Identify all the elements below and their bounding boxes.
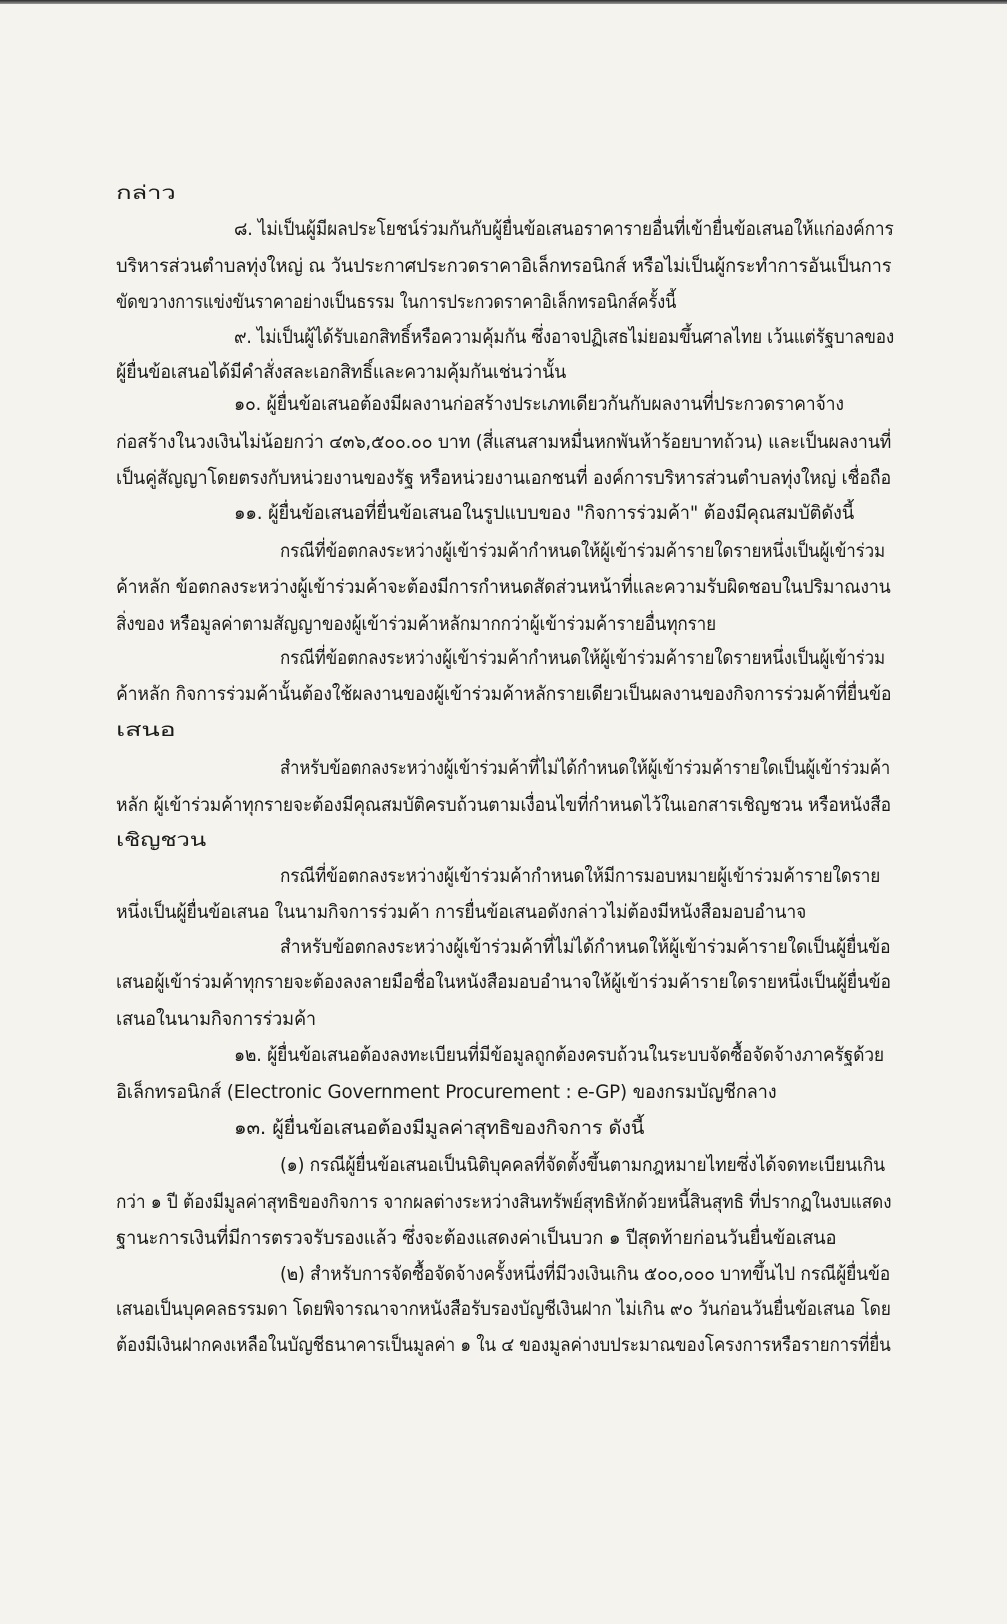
- text-line: อิเล็กทรอนิกส์ (Electronic Government Procurement : e-GP) ของกรมบัญชีกลาง: [116, 1081, 777, 1103]
- text-line: สิ่งของ หรือมูลค่าตามสัญญาของผู้เข้าร่วมค้าหลักมากกว่าผู้เข้าร่วมค้ารายอื่นทุกราย: [116, 613, 716, 635]
- text-line: เสนอเป็นบุคคลธรรมดา โดยพิจารณาจากหนังสือรับรองบัญชีเงินฝาก ไม่เกิน ๙๐ วันก่อนวันยื่นข้อเสนอ โดย: [116, 1298, 891, 1320]
- text-line: เสนอผู้เข้าร่วมค้าทุกรายจะต้องลงลายมือชื่อในหนังสือมอบอำนาจให้ผู้เข้าร่วมค้ารายใดรายหนึ่งเป็นผู้ยื่นข้อ: [116, 971, 891, 993]
- text-line: กรณีที่ข้อตกลงระหว่างผู้เข้าร่วมค้ากำหนดให้ผู้เข้าร่วมค้ารายใดรายหนึ่งเป็นผู้เข้าร่วม: [280, 647, 885, 669]
- text-line: บริหารส่วนตำบลทุ่งใหญ่ ณ วันประกาศประกวดราคาอิเล็กทรอนิกส์ หรือไม่เป็นผู้กระทำการอันเป็นการ: [116, 255, 892, 277]
- text-line: เป็นคู่สัญญาโดยตรงกับหน่วยงานของรัฐ หรือหน่วยงานเอกชนที่ องค์การบริหารส่วนตำบลทุ่งใหญ่ เชื่อถือ: [116, 467, 892, 489]
- text-line: กล่าว: [116, 182, 176, 204]
- text-line: กว่า ๑ ปี ต้องมีมูลค่าสุทธิของกิจการ จากผลต่างระหว่างสินทรัพย์สุทธิหักด้วยหนี้สินสุทธิ ที่ปรากฏในงบแสดง: [116, 1191, 892, 1213]
- text-line: (๑) กรณีผู้ยื่นข้อเสนอเป็นนิติบุคคลที่จัดตั้งขึ้นตามกฎหมายไทยซึ่งได้จดทะเบียนเกิน: [280, 1154, 885, 1176]
- text-line: เชิญชวน: [116, 829, 206, 851]
- text-line: ค้าหลัก ข้อตกลงระหว่างผู้เข้าร่วมค้าจะต้องมีการกำหนดสัดส่วนหน้าที่และความรับผิดชอบในปริมาณงาน: [116, 576, 891, 598]
- text-line: ผู้ยื่นข้อเสนอได้มีคำสั่งสละเอกสิทธิ์และความคุ้มกันเช่นว่านั้น: [116, 361, 567, 383]
- text-line: หลัก ผู้เข้าร่วมค้าทุกรายจะต้องมีคุณสมบัติครบถ้วนตามเงื่อนไขที่กำหนดไว้ในเอกสารเชิญชวน หรือหนังสือ: [116, 794, 891, 816]
- text-line: สำหรับข้อตกลงระหว่างผู้เข้าร่วมค้าที่ไม่ได้กำหนดให้ผู้เข้าร่วมค้ารายใดเป็นผู้ยื่นข้อ: [280, 936, 891, 958]
- text-line: ฐานะการเงินที่มีการตรวจรับรองแล้ว ซึ่งจะต้องแสดงค่าเป็นบวก ๑ ปีสุดท้ายก่อนวันยื่นข้อเสนอ: [116, 1227, 837, 1249]
- clause-11-line-1: ๑๑. ผู้ยื่นข้อเสนอที่ยื่นข้อเสนอในรูปแบบของ "กิจการร่วมค้า" ต้องมีคุณสมบัติดังนี้: [234, 502, 855, 524]
- text-line: ค้าหลัก กิจการร่วมค้านั้นต้องใช้ผลงานของผู้เข้าร่วมค้าหลักรายเดียวเป็นผลงานของกิจการร่วมค้าที่ยื่นข้อ: [116, 683, 892, 705]
- clause-9-line-1: ๙. ไม่เป็นผู้ได้รับเอกสิทธิ์หรือความคุ้มกัน ซึ่งอาจปฏิเสธไม่ยอมขึ้นศาลไทย เว้นแต่รัฐบาลของ: [234, 326, 895, 348]
- clause-10-line-1: ๑๐. ผู้ยื่นข้อเสนอต้องมีผลงานก่อสร้างประเภทเดียวกันกับผลงานที่ประกวดราคาจ้าง: [234, 393, 844, 415]
- text-line: สำหรับข้อตกลงระหว่างผู้เข้าร่วมค้าที่ไม่ได้กำหนดให้ผู้เข้าร่วมค้ารายใดเป็นผู้เข้าร่วมค้า: [280, 757, 891, 779]
- text-line: กรณีที่ข้อตกลงระหว่างผู้เข้าร่วมค้ากำหนดให้มีการมอบหมายผู้เข้าร่วมค้ารายใดราย: [280, 865, 881, 887]
- clause-12-line-1: ๑๒. ผู้ยื่นข้อเสนอต้องลงทะเบียนที่มีข้อมูลถูกต้องครบถ้วนในระบบจัดซื้อจัดจ้างภาครัฐด้วย: [234, 1044, 885, 1066]
- text-line: เสนอในนามกิจการร่วมค้า: [116, 1008, 316, 1030]
- text-line: ก่อสร้างในวงเงินไม่น้อยกว่า ๔๓๖,๕๐๐.๐๐ บาท (สี่แสนสามหมื่นหกพันห้าร้อยบาทถ้วน) และเป็นผลงานที่: [116, 431, 892, 453]
- text-line: ขัดขวางการแข่งขันราคาอย่างเป็นธรรม ในการประกวดราคาอิเล็กทรอนิกส์ครั้งนี้: [116, 291, 677, 313]
- text-line: ต้องมีเงินฝากคงเหลือในบัญชีธนาคารเป็นมูลค่า ๑ ใน ๔ ของมูลค่างบประมาณของโครงการหรือรายการที่ยื่น: [116, 1334, 891, 1356]
- clause-8-line-1: ๘. ไม่เป็นผู้มีผลประโยชน์ร่วมกันกับผู้ยื่นข้อเสนอราคารายอื่นที่เข้ายื่นข้อเสนอให้แก่องค์การ: [234, 218, 894, 240]
- text-line: หนึ่งเป็นผู้ยื่นข้อเสนอ ในนามกิจการร่วมค้า การยื่นข้อเสนอดังกล่าวไม่ต้องมีหนังสือมอบอำนาจ: [116, 901, 807, 923]
- text-line: (๒) สำหรับการจัดซื้อจัดจ้างครั้งหนึ่งที่มีวงเงินเกิน ๕๐๐,๐๐๐ บาทขึ้นไป กรณีผู้ยื่นข้อ: [280, 1263, 891, 1285]
- text-line: เสนอ: [116, 719, 176, 741]
- clause-13-line-1: ๑๓. ผู้ยื่นข้อเสนอต้องมีมูลค่าสุทธิของกิจการ ดังนี้: [234, 1117, 645, 1139]
- text-line: กรณีที่ข้อตกลงระหว่างผู้เข้าร่วมค้ากำหนดให้ผู้เข้าร่วมค้ารายใดรายหนึ่งเป็นผู้เข้าร่วม: [280, 540, 885, 562]
